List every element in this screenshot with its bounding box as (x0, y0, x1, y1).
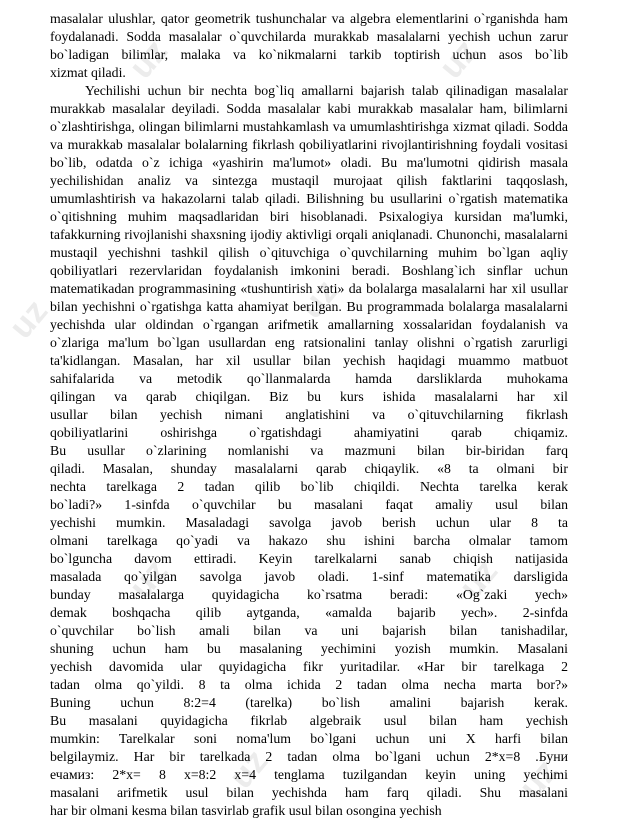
watermark-text: uz (121, 32, 176, 86)
text-line: qobiliyatlari rezervlaridan foydalanish imkonini beradi. Boshlang`ich sinflar uchun (50, 263, 568, 278)
text-line: usullar bilan yechish nimani anglatishini va o`qituvchilarning fikrlash (50, 407, 568, 422)
text-line: har bir olmani kesma bilan tasvirlab grafik usul bilan osongina yechish (50, 803, 442, 818)
text-line: belgilaymiz. Har bir tarelkada 2 tadan olma bo`lgani uchun 2*x=8 .Буни (50, 749, 568, 764)
text-line: tafakkurning rivojlanishi shaxsning ijodiy aktivligi orqali aniqlanadi. Chunonchi, masalalarni (50, 227, 568, 242)
watermark-text: uz (221, 742, 276, 796)
text-line: qobiliyatlarini oshirishga o`rgatishdagi ahamiyatini qarab chiqamiz. (50, 425, 568, 440)
text-line: bo`ladi?» 1-sinfda o`quvchilar bu masalani faqat amaliy usul bilan (50, 497, 568, 512)
text-line: mustaqil yechishni tashkil qilish o`qituvchiga o`quvchilarning muhim bo`lgan aqliy (50, 245, 568, 260)
watermark-text: uz (511, 752, 566, 806)
text-line: murakkab masalalar deyiladi. Sodda masalalar kabi murakkab masalalar ham, bilimlarni (50, 101, 568, 116)
text-line: olmani tarelkaga qo`yadi va hakazo shu ishini barcha olmalar tamom (50, 533, 568, 548)
text-line: masalada qo`yilgan savolga javob oladi. 1-sinf matematika darsligida (50, 569, 568, 584)
text-line: Bu usullar o`zlarining nomlanishi va mazmuni bilan bir-biridan farq (50, 443, 568, 458)
text-line: bo`lib, odatda o`z ichiga «yashirin ma'lumot» oladi. Bu ma'lumotni qidirish masala (50, 155, 568, 170)
text-line: o`zlashtirishga, olingan bilimlarni mustahkamlash va umumlashtirishga xizmat qiladi. Sodda (50, 119, 568, 134)
watermark-text: uz (451, 552, 506, 606)
watermark-text: uz (291, 272, 346, 326)
text-line: Bu masalani quyidagicha fikrlab algebraik usul bilan ham yechish (50, 713, 568, 728)
text-line: yechishi mumkin. Masaladagi savolga javob berish uchun ular 8 ta (50, 515, 568, 530)
text-line: yechish davomida ular quyidagicha fikr yuritadilar. «Har bir tarelkaga 2 (50, 659, 568, 674)
text-line: o`zlariga ma'lum bo`lgan usullardan eng ratsionalini tanlay olishni o`rgatish zarurligi (50, 335, 568, 350)
text-line: yechishda ular oldindan o`rgangan arifmetik amallarning xossalaridan foydalanish va (50, 317, 568, 332)
text-line: ta'kidlangan. Masalan, har xil usullar bilan yechish haqidagi muammo matbuot (50, 353, 568, 368)
text-line: sahifalarida va metodik qo`llanmalarda hamda darsliklarda muhokama (50, 371, 568, 386)
text-line: Buning uchun 8:2=4 (tarelka) bo`lish amalini bajarish kerak. (50, 695, 568, 710)
text-line: masalani arifmetik usul bilan yechishda ham farq qiladi. Shu masalani (50, 785, 568, 800)
text-line: qilingan va qarab chiqilgan. Biz bu kurs ishida masalalarni har xil (50, 389, 568, 404)
text-line: umumlashtirish va hakazolarni talab qiladi. Bilishning bu usullarini o`rgatish matematika (50, 191, 568, 206)
text-line: foydalanadi. Sodda masalalar o`quvchilarda murakkab masalalarni yechish uchun zarur (50, 29, 568, 44)
text-line: va murakkab masalalar bolalarning fikrlash qobiliyatlarini rivojlantirishning foydali vositasi (50, 137, 568, 152)
text-line: mumkin: Tarelkalar soni noma'lum bo`lgani uchun uni X harfi bilan (50, 731, 568, 746)
text-line: ечамиз: 2*x= 8 x=8:2 x=4 tenglama tuzilgandan keyin uning yechimi (50, 767, 568, 782)
text-line: nechta tarelkaga 2 tadan qilib bo`lib chiqildi. Nechta tarelka kerak (50, 479, 568, 494)
text-line: o`quvchilar bo`lish amali bilan va uni bajarish bilan tanishadilar, (50, 623, 568, 638)
text-line: demak boshqacha qilib aytganda, «amalda bajarib yech». 2-sinfda (50, 605, 568, 620)
text-line: shuning uchun ham bu masalaning yechimini yozish mumkin. Masalani (50, 641, 568, 656)
text-line: Yechilishi uchun bir nechta bog`liq amallarni bajarish talab qilinadigan masalalar (85, 83, 568, 98)
text-line: bunday masalalarga quyidagicha ko`rsatma beradi: «Og`zaki yech» (50, 587, 568, 602)
watermark-text: uz (121, 552, 176, 606)
text-line: bilan yechishni o`rgatishga katta ahamiyat berilgan. Bu programmada bolalarga masalalarni (50, 299, 568, 314)
watermark-text: uz (1, 292, 56, 346)
text-line: bo`lguncha davom ettiradi. Keyin tarelkalarni sanab chiqish natijasida (50, 551, 568, 566)
text-line: o`qitishning muhim maqsadlaridan biri hisoblanadi. Psixalogiya kursidan ma'lumki, (50, 209, 568, 224)
text-line: tadan olma qo`yildi. 8 ta olma ichida 2 tadan olma necha marta bor?» (50, 677, 568, 692)
watermark-text: uz (431, 32, 486, 86)
text-line: qiladi. Masalan, shunday masalalarni qarab chiqaylik. «8 ta olmani bir (50, 461, 568, 476)
text-line: yechilishidan analiz va sintezga mustaqil murojaat qilish faktlarini taqqoslash, (50, 173, 568, 188)
text-line: xizmat qiladi. (50, 65, 126, 80)
text-line: masalalar ulushlar, qator geometrik tushunchalar va algebra elementlarini o`rganishda ham (50, 11, 568, 26)
text-line: matematikadan programmasining «tushuntirish xati» da bolalarga masalalarni har xil usullar (50, 281, 568, 296)
text-line: bo`ladigan bilimlar, malaka va ko`nikmalarni tarkib toptirish uchun asos bo`lib (50, 47, 568, 62)
